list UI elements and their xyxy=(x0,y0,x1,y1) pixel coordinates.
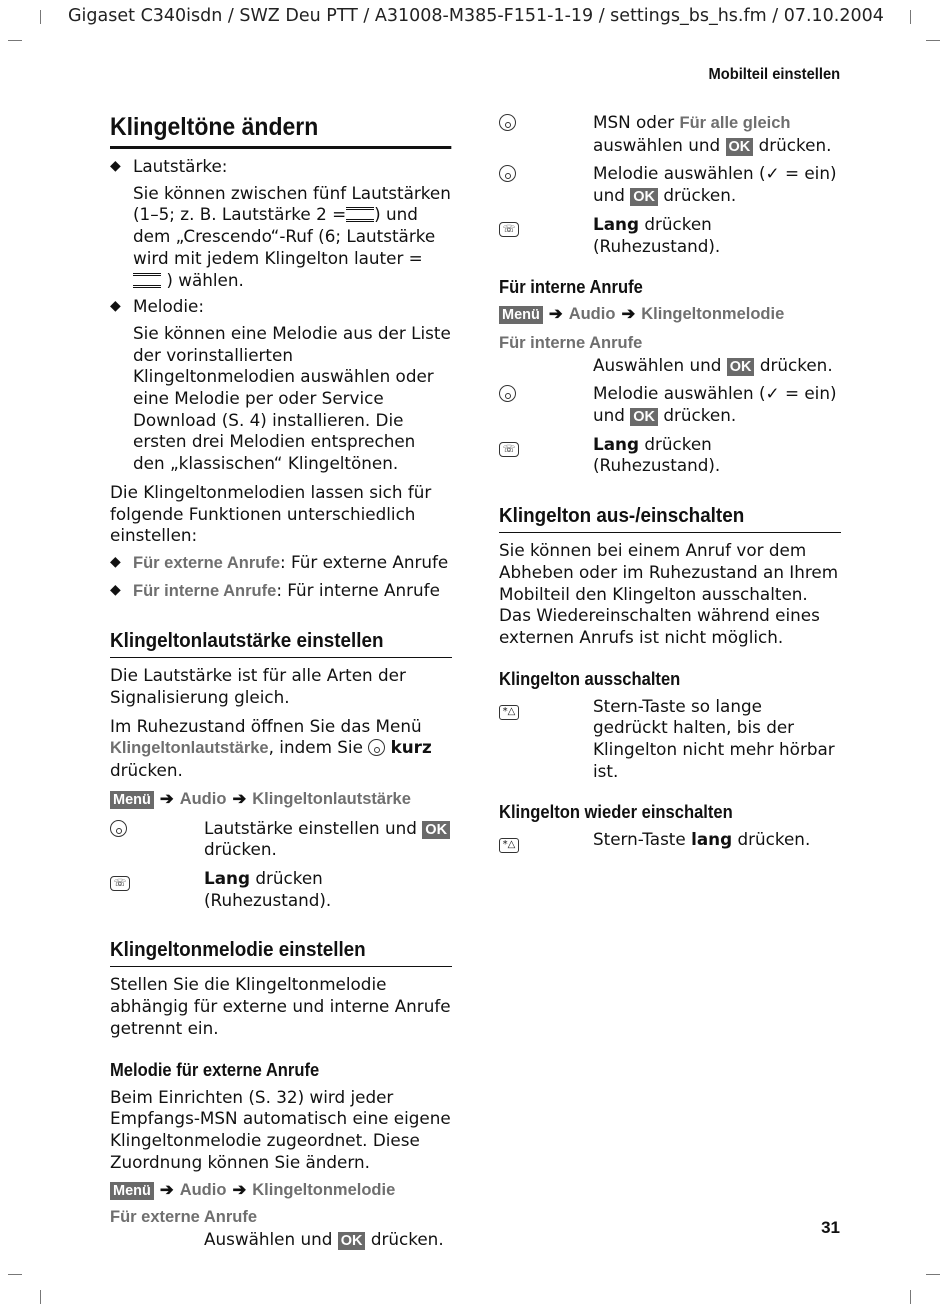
text: = ein) und xyxy=(593,163,837,206)
crop-mark xyxy=(910,1290,911,1304)
end-key-icon: ☏ xyxy=(499,442,519,457)
text: drücken. xyxy=(663,185,737,206)
text: Auswählen und xyxy=(204,1228,333,1249)
ok-key: OK xyxy=(630,408,658,426)
right-column xyxy=(499,112,841,853)
text: drücken. xyxy=(663,405,737,426)
navigation-key-icon xyxy=(499,114,516,131)
text: ) und dem „Crescendo“-Ruf (6; Lautstärke wird mit jedem Klingelton lauter = xyxy=(133,204,436,268)
menu-path-item: Audio xyxy=(179,789,227,808)
text: = ein) und xyxy=(593,383,837,426)
paragraph: Beim Einrichten (S. 32) wird jeder Empfangs-MSN automatisch eine eigene Klingeltonmelodie zugeordnet. Diese Zuordnung können Sie ändern. xyxy=(110,1086,451,1172)
arrow-right-icon: ➔ xyxy=(621,305,636,324)
menu-sub-item: Für externe Anrufe xyxy=(110,1208,258,1227)
bullet-text: Sie können eine Melodie aus der Liste der vorinstallierten Klingeltonmelodien auswählen oder eine Melodie per oder Service Download (S. 4) installieren. Die ersten drei Melodien entsprechen den „klassischen“ Klingeltönen. xyxy=(133,322,451,474)
text: Im Ruhezustand öffnen Sie das Menü xyxy=(110,715,422,736)
crop-mark xyxy=(8,40,22,41)
bullet-text xyxy=(133,183,452,292)
list-item xyxy=(110,296,452,475)
ok-key: OK xyxy=(630,188,658,206)
heading-text: Klingelton aus-/einschalten xyxy=(499,504,745,528)
navigation-key-icon xyxy=(368,739,385,756)
bold-text: lang xyxy=(691,829,733,850)
list-item xyxy=(110,580,452,603)
bold-text: Lang xyxy=(593,433,639,454)
page-number: 31 xyxy=(821,1218,840,1237)
check-icon: ✓ xyxy=(765,163,780,184)
bold-text: Lang xyxy=(593,213,639,234)
menu-key: Menü xyxy=(499,306,543,324)
list-item xyxy=(110,156,452,291)
text: drücken. xyxy=(204,839,277,860)
text: drücken (Ruhezustand). xyxy=(593,213,721,256)
text: drücken. xyxy=(758,134,832,155)
menu-term: Für externe Anrufe xyxy=(133,553,281,572)
heading-text: Klingeltonmelodie einstellen xyxy=(110,938,366,962)
menu-term: Für interne Anrufe xyxy=(133,581,277,600)
text: MSN oder xyxy=(593,112,675,132)
menu-path-item: Klingeltonmelodie xyxy=(641,305,785,324)
text: drücken. xyxy=(110,760,183,781)
menu-key: Menü xyxy=(110,791,154,809)
text: drücken. xyxy=(370,1228,444,1249)
paragraph: Die Klingeltonmelodien lassen sich für folgende Funktionen unterschiedlich einstellen: xyxy=(110,481,432,546)
heading-text: Klingelton wieder einschalten xyxy=(499,802,733,823)
volume-bars-icon xyxy=(346,207,374,222)
navigation-key-icon xyxy=(499,165,516,182)
navigation-key-icon xyxy=(110,820,127,837)
subsection-heading xyxy=(110,1058,452,1082)
step-row xyxy=(499,434,841,477)
heading-text: Klingelton ausschalten xyxy=(499,668,681,689)
menu-term: Für alle gleich xyxy=(679,114,791,132)
text: Melodie auswählen ( xyxy=(593,163,766,184)
subsection-heading xyxy=(499,667,841,691)
text: Auswählen und xyxy=(593,354,722,375)
check-icon: ✓ xyxy=(765,383,780,404)
text: drücken. xyxy=(759,354,833,375)
page-title: Klingeltöne ändern xyxy=(110,112,451,149)
heading-text: Für interne Anrufe xyxy=(499,277,643,298)
ok-key: OK xyxy=(338,1232,366,1250)
list-item xyxy=(110,552,452,575)
menu-sub-item: Für interne Anrufe xyxy=(499,333,643,352)
menu-path xyxy=(499,304,841,326)
navigation-key-icon xyxy=(499,385,516,402)
section-heading xyxy=(499,503,841,533)
crop-mark xyxy=(926,40,940,41)
subsection-heading xyxy=(499,275,841,299)
menu-path-item: Klingeltonmelodie xyxy=(252,1181,396,1200)
end-key-icon: ☏ xyxy=(499,222,519,237)
bold-text: kurz xyxy=(390,737,432,758)
section-heading xyxy=(110,628,452,658)
menu-path xyxy=(110,1180,452,1202)
ok-key: OK xyxy=(422,821,450,839)
volume-bars-icon xyxy=(133,273,161,288)
text: ) wählen. xyxy=(166,269,244,290)
step-row xyxy=(499,112,841,156)
arrow-right-icon: ➔ xyxy=(232,789,247,808)
arrow-right-icon: ➔ xyxy=(159,1181,174,1200)
crop-mark xyxy=(926,1274,940,1275)
text: : Für interne Anrufe xyxy=(276,579,440,600)
text: drücken. xyxy=(737,829,811,850)
step-row xyxy=(499,163,841,206)
crop-mark xyxy=(8,1274,22,1275)
text: Melodie auswählen ( xyxy=(593,383,766,404)
bold-text: Lang xyxy=(204,867,250,888)
step-row xyxy=(110,818,452,861)
heading-text: Klingeltonlautstärke einstellen xyxy=(110,629,384,653)
step-row xyxy=(499,383,841,426)
step-row xyxy=(499,214,841,257)
end-key-icon: ☏ xyxy=(110,876,130,891)
text: : Für externe Anrufe xyxy=(280,551,449,572)
left-column xyxy=(110,108,452,1250)
arrow-right-icon: ➔ xyxy=(232,1181,247,1200)
text: , indem Sie xyxy=(268,737,363,758)
text: Stern-Taste xyxy=(593,829,686,850)
section-title: Mobilteil einstellen xyxy=(708,66,840,83)
crop-mark xyxy=(40,1290,41,1304)
star-key-icon: *△ xyxy=(499,838,519,853)
text: auswählen und xyxy=(593,134,721,155)
paragraph xyxy=(110,716,452,782)
text: Stern-Taste so lange gedrückt halten, bis der Klingelton nicht mehr hörbar ist. xyxy=(593,695,835,781)
menu-term: Klingeltonlautstärke xyxy=(110,739,269,758)
text: drücken (Ruhezustand). xyxy=(593,433,721,476)
crop-mark xyxy=(910,10,911,24)
text: drücken (Ruhezustand). xyxy=(204,867,332,910)
step-row xyxy=(499,829,841,853)
step-row xyxy=(110,1229,452,1251)
file-header: Gigaset C340isdn / SWZ Deu PTT / A31008-M385-F151-1-19 / settings_bs_hs.fm / 07.10.2004 xyxy=(68,6,884,26)
text: Sie können zwischen fünf Lautstärken (1–5; z. B. Lautstärke 2 = xyxy=(133,182,451,225)
arrow-right-icon: ➔ xyxy=(159,789,174,808)
ok-key: OK xyxy=(726,138,754,156)
subsection-heading xyxy=(499,800,841,824)
paragraph: Stellen Sie die Klingeltonmelodie abhängig für externe und interne Anrufe getrennt ein. xyxy=(110,974,451,1038)
menu-path xyxy=(110,789,452,811)
crop-mark xyxy=(40,10,41,24)
step-row xyxy=(110,868,452,911)
menu-path-item: Audio xyxy=(179,1181,227,1200)
star-key-icon: *△ xyxy=(499,705,519,720)
paragraph: Die Lautstärke ist für alle Arten der Signalisierung gleich. xyxy=(110,665,406,708)
ok-key: OK xyxy=(727,358,755,376)
menu-path-item: Klingeltonlautstärke xyxy=(252,789,411,808)
arrow-right-icon: ➔ xyxy=(548,305,563,324)
menu-path-item: Audio xyxy=(568,305,616,324)
section-heading xyxy=(110,937,452,967)
paragraph: Sie können bei einem Anruf vor dem Abheben oder im Ruhezustand an Ihrem Mobilteil den Klingelton ausschalten. Das Wiedereinschalten während eines externen Anrufs ist nicht möglich. xyxy=(499,540,839,647)
step-row xyxy=(499,355,841,377)
heading-text: Melodie für externe Anrufe xyxy=(110,1059,320,1080)
bullet-label: ◆ Melodie: xyxy=(133,296,205,317)
bullet-label: ◆ Lautstärke: xyxy=(133,156,228,176)
menu-key: Menü xyxy=(110,1182,154,1200)
step-row xyxy=(499,696,841,783)
text: Lautstärke einstellen und xyxy=(204,817,417,838)
